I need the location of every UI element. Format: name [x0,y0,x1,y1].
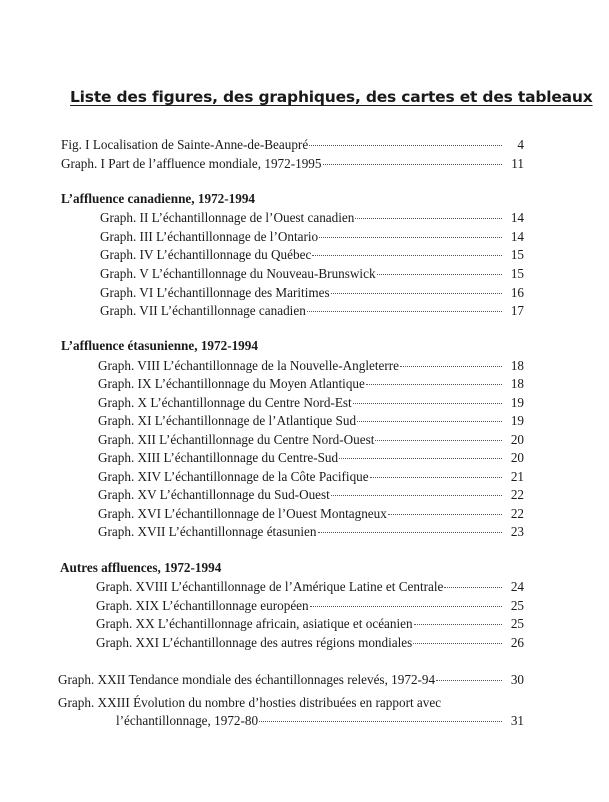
toc-entry [98,412,524,430]
entry-page: 15 [510,266,524,281]
entry-label-line2-row [58,712,524,730]
entry-label: Graph. XVIII L’échantillonnage de l’Amérique Latine et Centrale [96,579,444,594]
dot-leader [413,642,502,644]
entry-page: 16 [510,285,524,300]
dot-leader [310,605,502,607]
dot-leader [318,531,503,533]
toc-entry [96,597,524,615]
toc-entry [100,228,524,246]
toc-entry [96,615,524,633]
entry-page: 20 [510,450,524,465]
dot-leader [366,383,502,385]
entry-page: 17 [510,303,524,318]
entry-label: Graph. XII L’échantillonnage du Centre Nord-Ouest [98,432,375,447]
entry-page: 21 [510,469,524,484]
dot-leader [307,310,502,312]
entry-label: Graph. III L’échantillonnage de l’Ontario [100,229,319,244]
toc-entry [98,486,524,504]
toc-entry [96,634,524,652]
toc-entry [98,375,524,393]
entry-page: 15 [510,247,524,262]
dot-leader [444,586,502,588]
entry-label: Graph. XIII L’échantillonnage du Centre-Sud [98,450,339,465]
toc-entry [58,671,524,689]
page-title: Liste des figures, des graphiques, des cartes et des tableaux [70,88,593,106]
toc-entry [98,394,524,412]
entry-page: 31 [510,713,524,728]
entry-page: 30 [510,672,524,687]
dot-leader [339,457,502,459]
toc-entry [98,431,524,449]
dot-leader [309,144,502,146]
entry-page: 19 [510,395,524,410]
entry-label: Graph. XXII Tendance mondiale des échantillonnages relevés, 1972-94 [58,672,436,687]
entry-page: 4 [517,137,524,152]
dot-leader [353,402,502,404]
entry-label: Graph. XI L’échantillonnage de l’Atlantique Sud [98,413,357,428]
toc-entry [98,523,524,541]
section-heading: L’affluence canadienne, 1972-1994 [61,191,256,206]
dot-leader [259,720,502,722]
entry-label: Graph. IX L’échantillonnage du Moyen Atlantique [98,376,365,391]
toc-entry [98,357,524,375]
entry-label: Graph. VIII L’échantillonnage de la Nouvelle-Angleterre [98,358,399,373]
entry-label-line1: Graph. XXIII Évolution du nombre d’hosties distribuées en rapport avec [58,695,442,710]
toc-entry [98,505,524,523]
entry-page: 22 [510,506,524,521]
toc-entry [98,449,524,467]
dot-leader [370,476,502,478]
entry-label: Graph. XIX L’échantillonnage européen [96,598,309,613]
entry-label: Graph. II L’échantillonnage de l’Ouest canadien [100,210,355,225]
toc-entry [100,284,524,302]
entry-label: Fig. I Localisation de Sainte-Anne-de-Beaupré [61,137,309,152]
entry-label: Graph. I Part de l’affluence mondiale, 1972-1995 [61,156,322,171]
dot-leader [319,236,502,238]
entry-page: 20 [510,432,524,447]
entry-label: Graph. XVII L’échantillonnage étasunien [98,524,317,539]
toc-entry [100,265,524,283]
entry-page: 14 [510,210,524,225]
entry-label: Graph. X L’échantillonnage du Centre Nord-Est [98,395,352,410]
entry-label-line2: l’échantillonnage, 1972-80 [116,713,259,728]
dot-leader [357,420,502,422]
toc-entry-multiline [58,694,524,730]
entry-page: 18 [510,358,524,373]
entry-label: Graph. V L’échantillonnage du Nouveau-Brunswick [100,266,376,281]
entry-label: Graph. XVI L’échantillonnage de l’Ouest Montagneux [98,506,387,521]
section-heading: L’affluence étasunienne, 1972-1994 [61,338,258,353]
dot-leader [355,217,502,219]
dot-leader [388,513,502,515]
dot-leader [375,439,502,441]
entry-label: Graph. XIV L’échantillonnage de la Côte Pacifique [98,469,369,484]
toc-entry [100,209,524,227]
toc-entry [100,246,524,264]
toc-entry [61,136,524,154]
entry-label: Graph. XX L’échantillonnage africain, asiatique et océanien [96,616,413,631]
entry-label: Graph. VII L’échantillonnage canadien [100,303,306,318]
section-heading: Autres affluences, 1972-1994 [60,560,222,575]
toc-entry [100,302,524,320]
entry-page: 11 [511,156,524,171]
dot-leader [414,623,502,625]
entry-page: 19 [510,413,524,428]
entry-label: Graph. XV L’échantillonnage du Sud-Ouest [98,487,330,502]
toc-entry [96,578,524,596]
entry-page: 22 [510,487,524,502]
dot-leader [400,365,502,367]
toc-entry [98,468,524,486]
entry-label: Graph. VI L’échantillonnage des Maritimes [100,285,330,300]
dot-leader [331,494,502,496]
entry-page: 24 [510,579,524,594]
dot-leader [436,679,502,681]
entry-label: Graph. XXI L’échantillonnage des autres régions mondiales [96,635,413,650]
dot-leader [323,163,503,165]
dot-leader [312,254,502,256]
entry-label: Graph. IV L’échantillonnage du Québec [100,247,312,262]
entry-page: 18 [510,376,524,391]
dot-leader [331,292,502,294]
entry-page: 25 [510,598,524,613]
toc-entry [61,155,524,173]
entry-page: 26 [510,635,524,650]
entry-page: 25 [510,616,524,631]
dot-leader [377,273,502,275]
entry-page: 14 [510,229,524,244]
entry-page: 23 [510,524,524,539]
